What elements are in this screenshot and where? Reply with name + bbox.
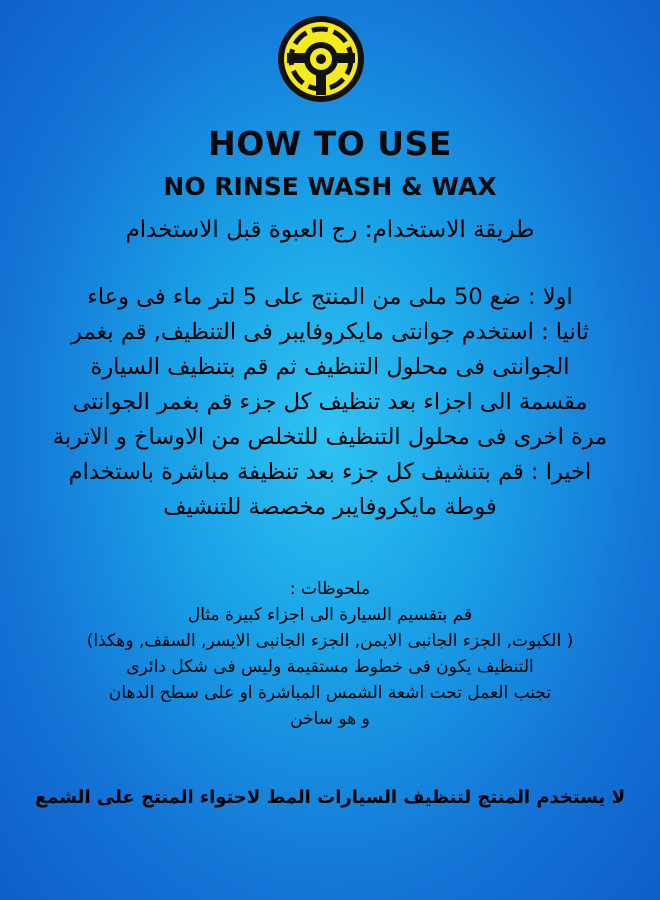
page-title: HOW TO USE bbox=[208, 124, 452, 163]
usage-steps bbox=[14, 280, 646, 525]
step-line: اخيرا : قم بتنشيف كل جزء بعد تنظيفة مباشرة باستخدام bbox=[68, 459, 592, 485]
notes-heading: ملحوظات : bbox=[289, 579, 371, 599]
note-line: و هو ساخن bbox=[290, 709, 370, 729]
step-line: فوطة مايكروفايبر مخصصة للتنشيف bbox=[163, 494, 497, 520]
usage-intro: طريقة الاستخدام: رج العبوة قبل الاستخدام bbox=[125, 217, 535, 243]
wheel-logo-icon bbox=[277, 15, 365, 103]
step-line: ثانيا : استخدم جوانتى مايكروفايبر فى التنظيف, قم بغمر bbox=[71, 319, 589, 345]
product-name: NO RINSE WASH & WAX bbox=[163, 172, 497, 201]
step-line: مرة اخرى فى محلول التنظيف للتخلص من الاوساخ و الاتربة bbox=[52, 424, 608, 450]
step-line: الجوانتى فى محلول التنظيف ثم قم بتنظيف السيارة bbox=[90, 354, 570, 380]
warning-text: لا يستخدم المنتج لتنظيف السيارات المط لاحتواء المنتج على الشمع bbox=[35, 787, 625, 808]
note-line: ( الكبوت, الجزء الجانبى الايمن, الجزء الجانبى الايسر, السقف, وهكذا) bbox=[86, 631, 574, 651]
note-line: تجنب العمل تحت اشعة الشمس المباشرة او على سطح الدهان bbox=[108, 683, 552, 703]
note-line: التنظيف يكون فى خطوط مستقيمة وليس فى شكل دائرى bbox=[126, 657, 534, 677]
note-line: قم بتقسيم السيارة الى اجزاء كبيرة مثال bbox=[187, 605, 473, 625]
step-line: مقسمة الى اجزاء بعد تنظيف كل جزء قم بغمر الجوانتى bbox=[72, 389, 588, 415]
step-line: اولا : ضع 50 ملى من المنتج على 5 لتر ماء فى وعاء bbox=[87, 284, 573, 310]
notes-section bbox=[30, 576, 630, 732]
